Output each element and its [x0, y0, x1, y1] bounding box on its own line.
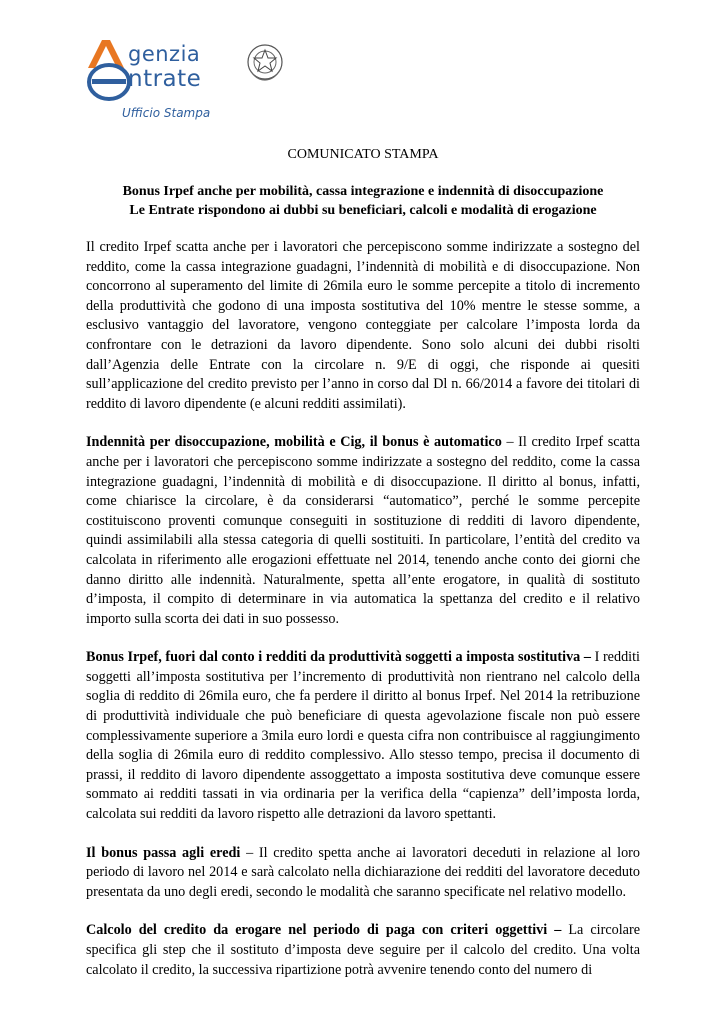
logo-subtitle: Ufficio Stampa — [122, 106, 211, 120]
section-paragraph — [86, 921, 640, 980]
agenzia-a-e-logo-mark — [84, 38, 134, 102]
section-paragraph — [86, 844, 640, 903]
section-paragraph — [86, 433, 640, 629]
headline-line-1: Bonus Irpef anche per mobilità, cassa integrazione e indennità di disoccupazione — [122, 184, 604, 199]
section-lead: Indennità per disoccupazione, mobilità e Cig, il bonus è automatico — [86, 434, 502, 451]
italian-republic-emblem-icon — [246, 40, 284, 84]
section-text: I redditi soggetti all’imposta sostitutiva per l’incremento di produttività non rientrano nel calcolo della soglia di reddito di 26mila euro, che fa perdere il diritto al bonus Irpef. Nel 2014 la retribuzione di produttività individuale che può beneficiare di questa agevolazione fiscale non può essere complessivamente superiore a 3mila euro lordi e questa cifra non contribuisce al raggiungimento della soglia di 26mila euro di reddito complessivo. Allo stesso tempo, precisa il documento di prassi, il reddito di lavoro dipendente assoggettato a imposta sostitutiva deve comunque essere sommato ai redditi tassati in via ordinaria per la verifica della “capienza” dell’imposta lorda, calcolata sui redditi da lavoro rispetto alle detrazioni da lavoro spettanti. — [86, 649, 640, 823]
section-lead: Calcolo del credito da erogare nel periodo di paga con criteri oggettivi – — [86, 922, 562, 939]
section-lead: Bonus Irpef, fuori dal conto i redditi da produttività soggetti a imposta sostitutiva – — [86, 649, 591, 666]
section-paragraph — [86, 648, 640, 824]
section-lead: Il bonus passa agli eredi — [86, 844, 241, 861]
section-text: – Il credito Irpef scatta anche per i lavoratori che percepiscono somme indirizzate a sostegno del reddito, come la cassa integrazione guadagni, l’indennità di mobilità e di disoccupazione. Il diritto al bonus, infatti, come chiarisce la circolare, è da considerarsi “automatico”, perché le somme percepite costituiscono proventi comunque conseguiti in sostituzione di redditi di lavoro dipendente, quindi assimilabili alla stessa categoria di quelli sostituiti. In particolare, l’entità del credito va calcolata in riferimento alle erogazioni effettuate nel 2014, tenendo anche conto dei giorni che danno diritto alle indennità. Naturalmente, spetta all’ente erogatore, in qualità di sostituto d’imposta, il compito di determinare in via automatica la spettanza del credito e il relativo importo sulla scorta dei dati in suo possesso. — [86, 434, 640, 627]
press-release-body — [86, 146, 640, 999]
section-text: – Il credito spetta anche ai lavoratori deceduti in relazione al loro periodo di lavoro nel 2014 e sarà calcolato nella dichiarazione dei redditi del lavoratore deceduto presentata da uno degli eredi, secondo le modalità che saranno specificate nel relativo modello. — [86, 844, 640, 900]
headline-line-2: Le Entrate rispondono ai dubbi su beneficiari, calcoli e modalità di erogazione — [129, 203, 597, 218]
section-text: La circolare specifica gli step che il sostituto d’imposta deve seguire per il calcolo del credito. Una volta calcolato il credito, la successiva ripartizione potrà avvenire tenendo conto del numero di — [86, 922, 640, 978]
logo-line-agenzia: genzia — [128, 42, 201, 66]
headline — [86, 182, 640, 220]
kicker: COMUNICATO STAMPA — [287, 147, 439, 162]
agenzia-entrate-logo — [84, 38, 304, 126]
intro-paragraph: Il credito Irpef scatta anche per i lavoratori che percepiscono somme indirizzate a sostegno del reddito, come la cassa integrazione guadagni, l’indennità di mobilità e di disoccupazione. Non concorrono al superamento del limite di 26mila euro le somme percepite a titolo di incremento della produttività che godono di una imposta sostitutiva del 10% mentre le stesse somme, a esclusivo vantaggio del lavoratore, vengono conteggiate per calcolare l’imposta lorda da confrontare con le detrazioni da lavoro dipendente. Sono solo alcuni dei dubbi risolti dall’Agenzia delle Entrate con la circolare n. 9/E di oggi, che risponde ai quesiti sull’applicazione del credito previsto per l’anno in corso dal Dl n. 66/2014 a favore dei titolari di reddito di lavoro dipendente (e alcuni redditi assimilati). — [86, 239, 640, 412]
logo-line-entrate: ntrate — [128, 66, 202, 92]
